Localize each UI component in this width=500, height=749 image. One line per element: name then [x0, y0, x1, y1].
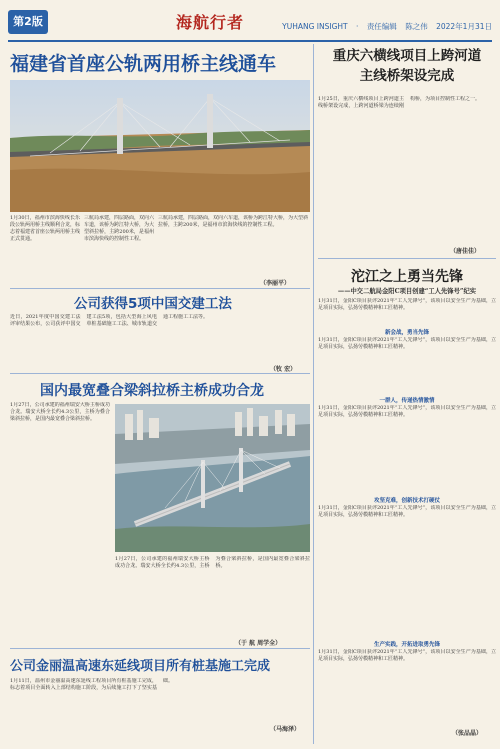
bridge-photo [10, 80, 310, 212]
expressway-headline: 公司金丽温高速东延线项目所有桩基施工完成 [10, 659, 271, 674]
main-story-text-left [10, 215, 80, 275]
feature-text-5 [318, 649, 496, 725]
main-story-text-mid [84, 215, 154, 275]
feature-text-4 [318, 505, 496, 637]
chongqing-headline-line1: 重庆六横线项目上跨河道 [332, 48, 482, 64]
feature-subhead-3: 攻坚克难，创新技术打硬仗 [373, 498, 440, 504]
award-headline: 公司获得5项中国交建工法 [74, 296, 232, 312]
bridge-story-text-right [115, 556, 310, 636]
feature-subhead-1: 新会战，勇当先锋 [384, 330, 429, 336]
bridge-photo-art [10, 80, 310, 212]
bridge-story-byline: （于 航 周学全） [235, 640, 282, 647]
editor-name: 陈之伟 [405, 22, 428, 31]
feature-body-3: 1月31日，金阳C项目获评2021年“工人先锋号”，该项目以安全生产为基础，立足项目实际，弘扬劳模精神和工匠精神。 [318, 405, 496, 418]
divider-1 [10, 288, 310, 289]
chongqing-story-body: 1月25日，重庆六横线项目上跨河道主线桥架设完成，上跨河道桥梁为连续刚构桥，为项目控制性工程之一。 [318, 96, 481, 109]
bridge-headline: 国内最宽叠合梁斜拉桥主桥成功合龙 [40, 383, 264, 399]
main-headline: 福建省首座公轨两用桥主线通车 [10, 53, 277, 75]
feature-subhead-4: 生产实践，开拓进取勇先锋 [373, 642, 440, 648]
issue-date: 2022年1月31日 [436, 22, 492, 31]
section-name: YUHANG INSIGHT [282, 22, 348, 31]
column-divider [313, 44, 314, 744]
feature-story-byline: （张品晶） [452, 730, 483, 737]
bridge-story-body: 1月27日，公司承建的福州瑞安大桥主桥成功合龙。瑞安大桥全长约4.3公里，主桥为叠合梁斜拉桥，是国内最宽叠合梁斜拉桥。 [10, 402, 110, 422]
feature-subhead: ——中交二航局金阳C项目创建“工人先锋号”纪实 [337, 288, 477, 295]
bridge-story-body-right: 1月27日，公司承建的福州瑞安大桥主桥成功合龙。瑞安大桥全长约4.3公里，主桥为叠合梁斜拉桥，是国内最宽叠合梁斜拉桥。 [115, 556, 310, 569]
aerial-photo-art [115, 404, 310, 552]
award-story-text [10, 314, 310, 362]
page-number-badge: 第2版 [8, 10, 48, 34]
divider-3 [10, 648, 310, 649]
chongqing-story-byline: （唐佳佳） [450, 248, 481, 255]
paper-logo: 海航行者 [176, 13, 245, 32]
main-story-byline: （李丽平） [260, 280, 291, 287]
award-story-byline: （牧 宏） [270, 366, 297, 373]
feature-body-1: 1月31日，金阳C项目获评2021年“工人先锋号”，该项目以安全生产为基础，立足项目实际，弘扬劳模精神和工匠精神。 [318, 298, 496, 311]
main-story-body-right: 三航局承建，四层路面，双向六车道，该桥为跨江特大桥，为大型斜拉桥，主跨200米，是福州市滨海快线的控制性工程。 [158, 215, 308, 228]
chongqing-headline-line2: 主线桥架设完成 [359, 68, 455, 84]
header-meta [276, 21, 492, 32]
feature-text-2 [318, 337, 496, 393]
feature-text-1 [318, 298, 496, 326]
award-story-body: 近日，2021年度中国交建工法评审结果公布，公司获评中国交建工法5项，包括大型海上风电单桩基础施工工法、城市轨道交通工程施工工法等。 [10, 314, 209, 327]
editor-label: 责任编辑 [366, 22, 397, 31]
expressway-story-byline: （马海泽） [270, 726, 301, 733]
masthead [8, 6, 492, 42]
feature-subhead-2: 一群人，传递热情激情 [379, 398, 435, 404]
feature-body-2: 1月31日，金阳C项目获评2021年“工人先锋号”，该项目以安全生产为基础，立足项目实际，弘扬劳模精神和工匠精神。 [318, 337, 496, 350]
feature-body-4: 1月31日，金阳C项目获评2021年“工人先锋号”，该项目以安全生产为基础，立足项目实际，弘扬劳模精神和工匠精神。 [318, 505, 496, 518]
chongqing-story-text [318, 96, 496, 244]
expressway-story-body: 1月11日，温州市金丽温高速东延线工程项目所有桩基施工完成，标志着项目全面转入上部结构施工阶段，为后续施工打下了坚实基础。 [10, 678, 174, 691]
aerial-photo [115, 404, 310, 552]
feature-body-5: 1月31日，金阳C项目获评2021年“工人先锋号”，该项目以安全生产为基础，立足项目实际，弘扬劳模精神和工匠精神。 [318, 649, 496, 662]
chongqing-headline [318, 46, 496, 86]
divider-right [318, 258, 496, 259]
feature-headline: 沱江之上勇当先锋 [351, 269, 463, 285]
main-story-body-left: 1月30日，福州市滨海快线长乐段公轨两用桥主线顺利合龙，标志着福建省首座公轨两用桥主线正式贯通。 [10, 215, 80, 242]
meta-divider: · [356, 22, 359, 31]
expressway-story-text [10, 678, 310, 722]
bridge-story-text-left [10, 402, 110, 642]
main-story-body-mid: 三航局承建，四层路面，双向六车道，该桥为跨江特大桥，为大型斜拉桥，主跨200米，是福州市滨海快线的控制性工程。 [84, 215, 154, 242]
main-story-text-right [158, 215, 308, 275]
divider-2 [10, 373, 310, 374]
feature-text-3 [318, 405, 496, 493]
